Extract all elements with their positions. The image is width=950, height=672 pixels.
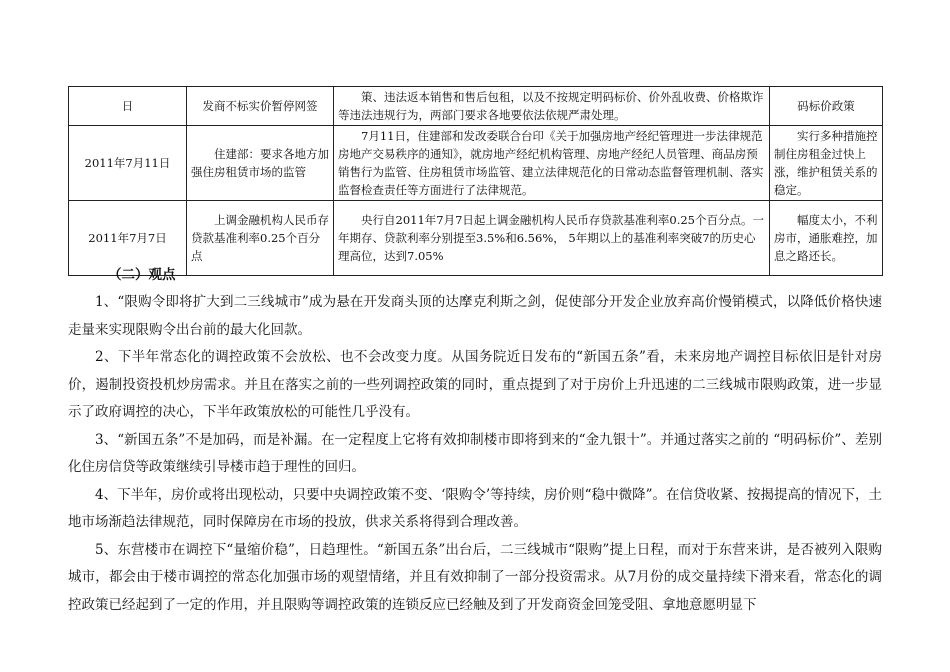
paragraph-1: 1、“限购令即将扩大到二三线城市”成为悬在开发商头顶的达摩克利斯之剑，促使部分开发企业放弃高价慢销模式，以降低价格快速走量来实现限购令出台前的最大化回款。 [68,294,882,338]
viewpoints-section [68,265,882,619]
cell-content: 央行自2011年7月7日起上调金融机构人民币存贷款基准利率0.25个百分点。一年期存、贷款利率分别提至3.5%和6.56%， 5年期以上的基准利率突破7的历史心理高位，达到7.05% [334,201,770,276]
cell-effect: 幅度太小，不利房市，通胀难控，加息之路还长。 [770,201,883,276]
section-heading: （二）观点 [108,267,176,283]
policy-table-container [68,86,882,276]
table-row [69,87,883,126]
policy-table [68,86,883,276]
paragraph-3: 3、“新国五条”不是加码，而是补漏。在一定程度上它将有效抑制楼市即将到来的“金九银十”。并通过落实之前的 “明码标价”、差别化住房信贷等政策继续引导楼市趋于理性的回归。 [68,431,882,475]
cell-title: 发商不标实价暂停网签 [187,87,334,126]
cell-effect: 码标价政策 [770,87,883,126]
cell-title: 上调金融机构人民币存贷款基准利率0.25个百分点 [187,201,334,276]
cell-date: 2011年7月11日 [69,126,187,201]
paragraph-5: 5、东营楼市在调控下“量缩价稳”，日趋理性。“新国五条”出台后，二三线城市“限购”提上日程，而对于东营来讲，是否被列入限购城市，都会由于楼市调控的常态化加强市场的观望情绪，并且有效抑制了一部分投资需求。从7月份的成交量持续下滑来看，常态化的调控政策已经起到了一定的作用，并且限购等调控政策的连锁反应已经触及到了开发商资金回笼受阻、拿地意愿明显下 [68,541,882,613]
cell-content: 7月11日，住建部和发改委联合台印《关于加强房地产经纪管理进一步法律规范房地产交易秩序的通知》，就房地产经纪机构管理、房地产经纪人员管理、商品房预销售行为监管、住房租赁市场监管、建立法律规范化的日常动态监督管理机制、落实监督检查责任等方面进行了法律规范。 [334,126,770,201]
paragraph-4: 4、下半年，房价或将出现松动，只要中央调控政策不变、‘限购令’等持续，房价则“稳中微降”。在信贷收紧、按揭提高的情况下，土地市场渐趋法律规范，同时保障房在市场的投放，供求关系将得到合理改善。 [68,486,882,530]
cell-effect: 实行多种措施控制住房租金过快上涨，维护租赁关系的稳定。 [770,126,883,201]
paragraph-2: 2、下半年常态化的调控政策不会放松、也不会改变力度。从国务院近日发布的“新国五条”看，未来房地产调控目标依旧是针对房价，遏制投资投机炒房需求。并且在落实之前的一些列调控政策的同时，重点提到了对于房价上升迅速的二三线城市限购政策，进一步显示了政府调控的决心，下半年政策放松的可能性几乎没有。 [68,349,882,420]
cell-date: 2011年7月7日 [69,201,187,276]
cell-content: 策、违法返本销售和售后包租，以及不按规定明码标价、价外乱收费、价格欺诈等违法违规行为，两部门要求各地要依法依规严肃处理。 [334,87,770,126]
cell-date: 日 [69,87,187,126]
cell-title: 住建部：要求各地方加强住房租赁市场的监管 [187,126,334,201]
table-row [69,126,883,201]
